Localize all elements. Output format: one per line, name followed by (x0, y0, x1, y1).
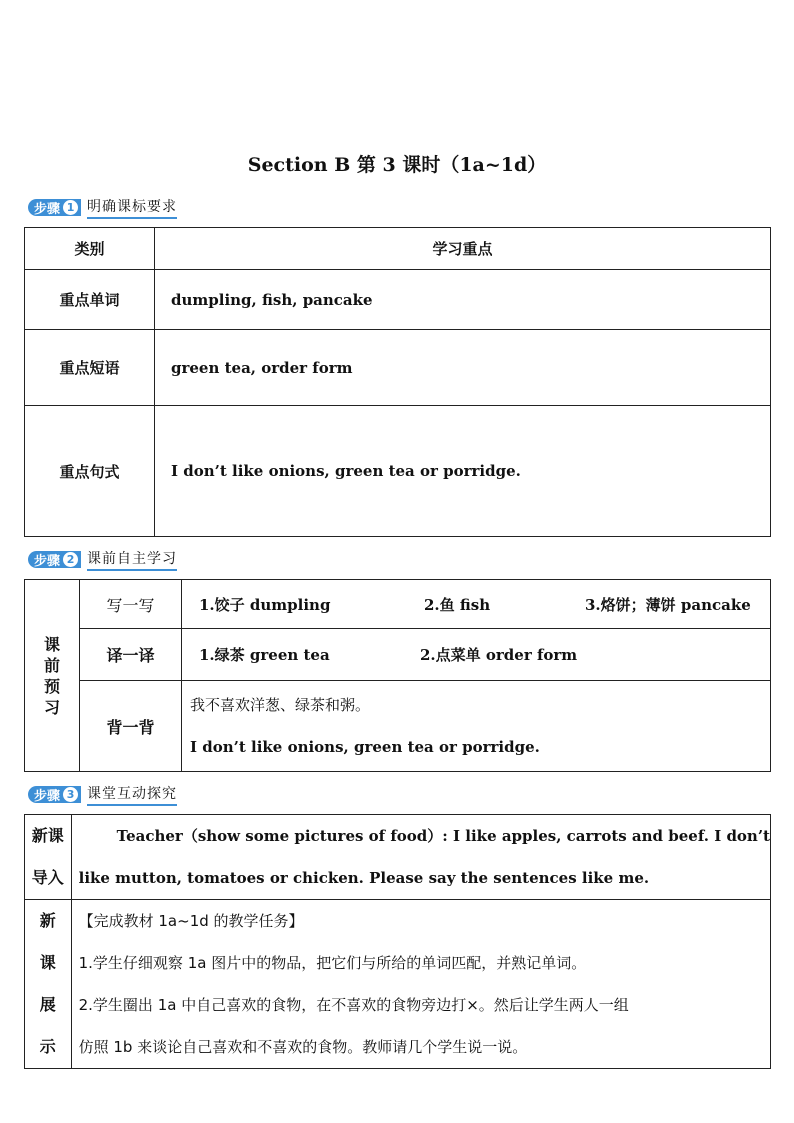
side-char: 习 (43, 697, 60, 717)
row-category: 重点句式 (25, 406, 155, 537)
task-line: 仿照 1b 来谈论自己喜欢和不喜欢的食物。教师请几个学生说一说。 (78, 1038, 528, 1056)
step-title: 明确课标要求 (87, 196, 177, 219)
page-title: Section B 第 3 课时（1a~1d） (247, 154, 547, 176)
row-content: I don’t like onions, green tea or porridge. (155, 406, 771, 537)
intro-line: like mutton, tomatoes or chicken. Please say the sentences like me. (78, 869, 650, 887)
step-title: 课堂互动探究 (87, 783, 177, 806)
task-line: 【完成教材 1a~1d 的教学任务】 (78, 912, 304, 930)
show-content (71, 900, 770, 1069)
show-label-char: 课 (39, 953, 56, 972)
intro-label-line: 新课 (31, 826, 64, 845)
step-tag-label: 步骤 (34, 201, 61, 217)
row-category: 重点单词 (25, 270, 155, 330)
preview-table (24, 579, 771, 772)
task-line: 2.学生圈出 1a 中自己喜欢的食物，在不喜欢的食物旁边打×。然后让学生两人一组 (78, 996, 629, 1014)
show-label-char: 新 (39, 911, 56, 930)
intro-line: Teacher（show some pictures of food）: I like apples, carrots and beef. I don’t (116, 827, 770, 845)
key-points-table (24, 227, 771, 537)
write-items (182, 580, 771, 629)
side-char: 课 (43, 634, 60, 654)
classroom-table (24, 814, 771, 1069)
row-label-translate: 译一译 (80, 629, 182, 681)
row-content: green tea, order form (155, 330, 771, 406)
step-number: 1 (63, 200, 78, 215)
step-3-header (28, 784, 177, 804)
step-1-header (28, 197, 177, 217)
recite-items (182, 681, 771, 772)
row-label-recite: 背一背 (80, 681, 182, 772)
intro-label (25, 815, 72, 900)
phrase-item: 1.绿茶 green tea (199, 646, 330, 664)
vocab-item: 2.鱼 fish (424, 595, 491, 614)
task-line: 1.学生仔细观察 1a 图片中的物品，把它们与所给的单词匹配，并熟记单词。 (78, 954, 587, 972)
show-label (25, 900, 72, 1069)
side-char: 前 (43, 655, 60, 675)
row-label-write: 写一写 (80, 580, 182, 629)
show-label-char: 展 (39, 995, 56, 1014)
preview-side-label (25, 580, 80, 772)
step-tag-label: 步骤 (34, 788, 61, 804)
vocab-item: 1.饺子 dumpling (199, 595, 331, 614)
header-focus: 学习重点 (155, 228, 771, 270)
side-char: 预 (43, 676, 60, 696)
step-tag (28, 199, 81, 216)
row-content: dumpling, fish, pancake (155, 270, 771, 330)
translate-items (182, 629, 771, 681)
sentence-en: I don’t like onions, green tea or porridge. (190, 738, 540, 756)
step-tag-label: 步骤 (34, 553, 61, 569)
step-number: 2 (63, 552, 78, 567)
step-2-header (28, 549, 177, 569)
phrase-item: 2.点菜单 order form (420, 646, 578, 664)
sentence-cn: 我不喜欢洋葱、绿茶和粥。 (190, 696, 371, 714)
step-tag (28, 786, 81, 803)
intro-label-line: 导入 (31, 868, 64, 887)
header-category: 类别 (25, 228, 155, 270)
step-title: 课前自主学习 (87, 548, 177, 571)
vocab-item: 3.烙饼；薄饼 pancake (585, 595, 751, 614)
step-tag (28, 551, 81, 568)
show-label-char: 示 (39, 1037, 56, 1056)
row-category: 重点短语 (25, 330, 155, 406)
intro-content (71, 815, 770, 900)
step-number: 3 (63, 787, 78, 802)
